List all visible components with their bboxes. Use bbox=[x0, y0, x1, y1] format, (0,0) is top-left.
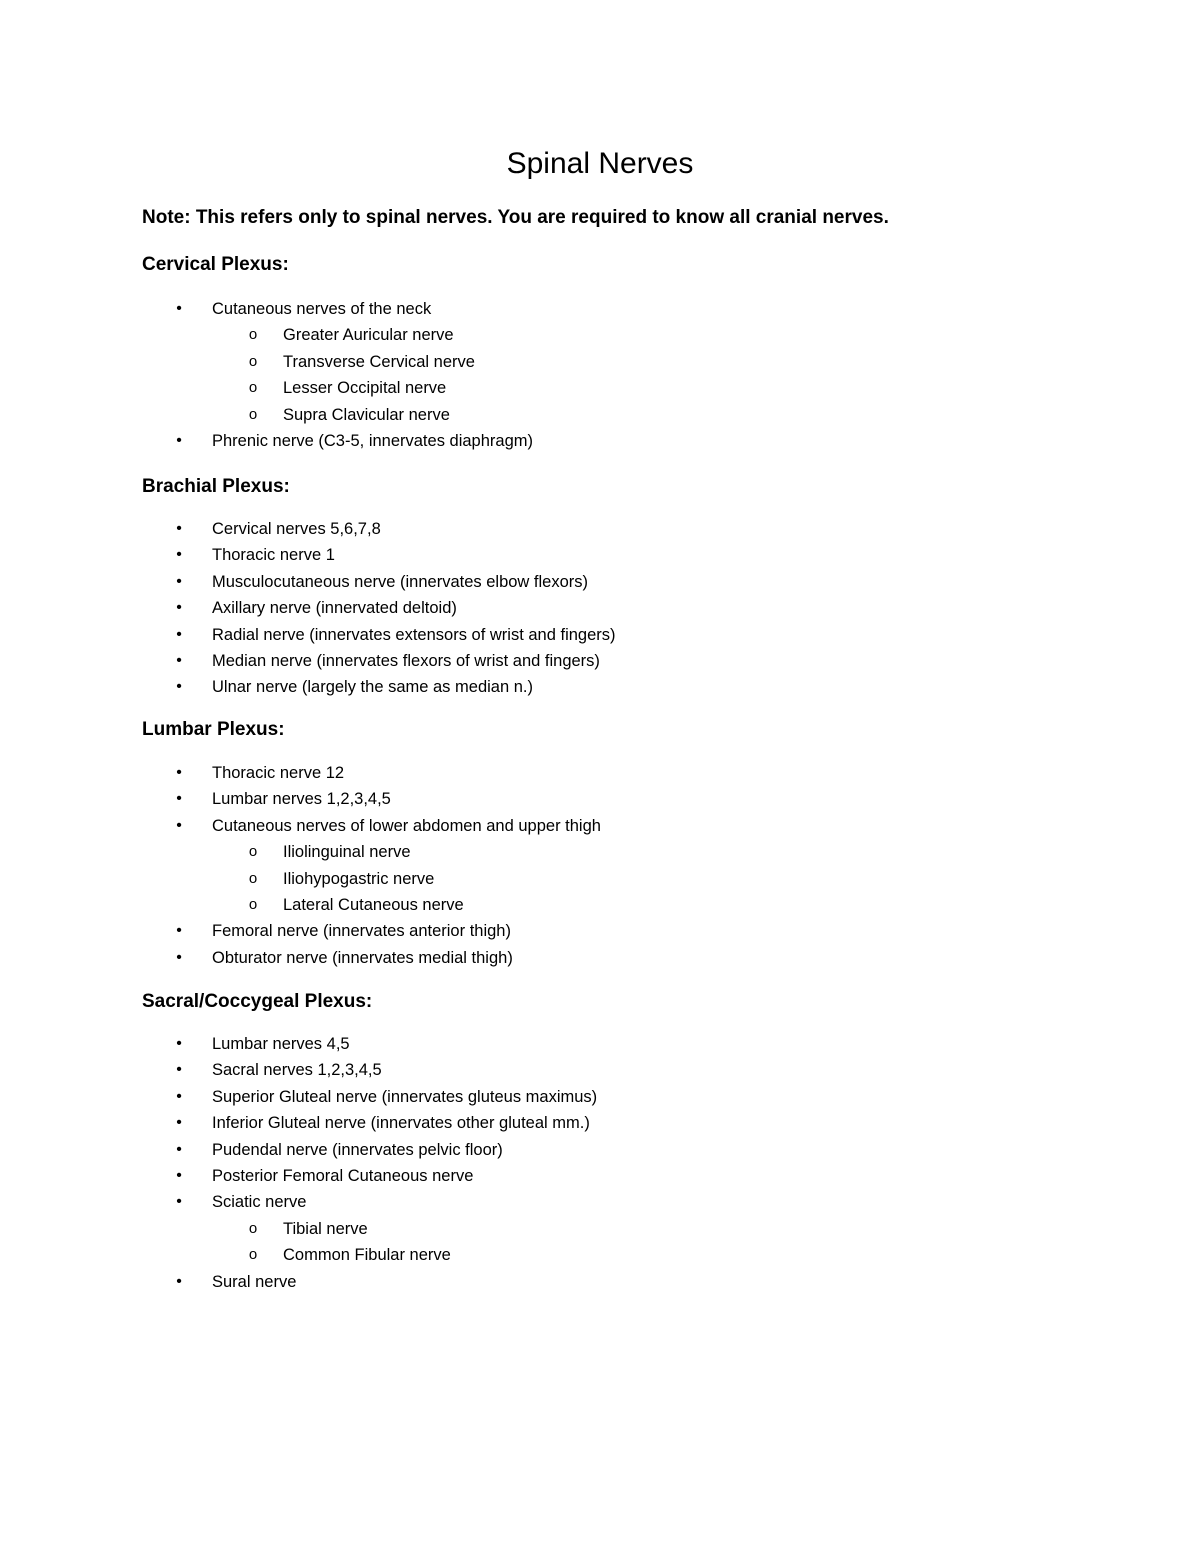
list-item-text: Sural nerve bbox=[212, 1272, 297, 1291]
bullet-icon: • bbox=[176, 625, 182, 643]
list-item-text: Greater Auricular nerve bbox=[283, 326, 454, 345]
list-item-text: Pudendal nerve (innervates pelvic floor) bbox=[212, 1140, 503, 1159]
section-heading: Sacral/Coccygeal Plexus: bbox=[142, 991, 373, 1012]
list-item-text: Thoracic nerve 12 bbox=[212, 764, 345, 782]
list-item-text: Inferior Gluteal nerve (innervates other gluteal mm.) bbox=[212, 1114, 590, 1133]
list-item-text: Axillary nerve (innervated deltoid) bbox=[212, 599, 457, 618]
circle-bullet-icon: o bbox=[248, 843, 258, 861]
bullet-icon: • bbox=[176, 1272, 182, 1290]
list-item-text: Tibial nerve bbox=[283, 1219, 368, 1238]
list-item-text: Posterior Femoral Cutaneous nerve bbox=[212, 1166, 474, 1185]
list-item-text: Cervical nerves 5,6,7,8 bbox=[212, 520, 381, 538]
list-item-text: Cutaneous nerves of the neck bbox=[212, 300, 432, 318]
bullet-icon: • bbox=[176, 1166, 182, 1184]
bullet-icon: • bbox=[176, 790, 182, 808]
section-heading: Brachial Plexus: bbox=[142, 476, 290, 497]
bullet-icon: • bbox=[176, 678, 182, 696]
list-item-text: Radial nerve (innervates extensors of wrist and fingers) bbox=[212, 625, 616, 644]
bullet-icon: • bbox=[176, 520, 182, 537]
list-item-text: Common Fibular nerve bbox=[283, 1246, 451, 1265]
list-item-text: Superior Gluteal nerve (innervates gluteus maximus) bbox=[212, 1087, 598, 1106]
bullet-icon: • bbox=[176, 300, 182, 317]
list-item-text: Lateral Cutaneous nerve bbox=[283, 895, 464, 914]
circle-bullet-icon: o bbox=[248, 352, 258, 370]
list-item-text: Musculocutaneous nerve (innervates elbow flexors) bbox=[212, 572, 589, 591]
bullet-icon: • bbox=[176, 572, 182, 590]
section-heading: Cervical Plexus: bbox=[142, 254, 289, 275]
bullet-icon: • bbox=[176, 922, 182, 940]
document-note: Note: This refers only to spinal nerves. You are required to know all cranial nerves. bbox=[142, 207, 889, 228]
list-item-text: Femoral nerve (innervates anterior thigh) bbox=[212, 922, 511, 941]
list-item-text: Median nerve (innervates flexors of wrist and fingers) bbox=[212, 651, 600, 670]
circle-bullet-icon: o bbox=[248, 405, 258, 423]
bullet-icon: • bbox=[176, 1193, 182, 1211]
list-item-text: Iliolinguinal nerve bbox=[283, 843, 411, 862]
list-item-text: Sacral nerves 1,2,3,4,5 bbox=[212, 1061, 382, 1080]
bullet-icon: • bbox=[176, 816, 182, 834]
list-item-text: Transverse Cervical nerve bbox=[283, 352, 475, 371]
list-item-text: Thoracic nerve 1 bbox=[212, 546, 335, 565]
list-item-text: Ulnar nerve (largely the same as median n.) bbox=[212, 678, 533, 697]
bullet-icon: • bbox=[176, 1114, 182, 1132]
circle-bullet-icon: o bbox=[248, 895, 258, 913]
list-item-text: Lesser Occipital nerve bbox=[283, 379, 447, 398]
list-item-text: Supra Clavicular nerve bbox=[283, 405, 450, 424]
circle-bullet-icon: o bbox=[248, 1246, 258, 1264]
list-item-text: Obturator nerve (innervates medial thigh) bbox=[212, 948, 513, 967]
section-heading: Lumbar Plexus: bbox=[142, 719, 285, 740]
circle-bullet-icon: o bbox=[248, 1219, 258, 1237]
bullet-icon: • bbox=[176, 764, 182, 781]
bullet-icon: • bbox=[176, 431, 182, 449]
list-item-text: Iliohypogastric nerve bbox=[283, 869, 435, 888]
list-item-text: Sciatic nerve bbox=[212, 1193, 307, 1212]
list-item-text: Lumbar nerves 4,5 bbox=[212, 1035, 350, 1053]
bullet-icon: • bbox=[176, 1140, 182, 1158]
document-title: Spinal Nerves bbox=[506, 147, 694, 180]
list-item-text: Lumbar nerves 1,2,3,4,5 bbox=[212, 790, 391, 809]
bullet-icon: • bbox=[176, 1035, 182, 1052]
circle-bullet-icon: o bbox=[248, 326, 258, 344]
bullet-icon: • bbox=[176, 599, 182, 617]
circle-bullet-icon: o bbox=[248, 869, 258, 887]
bullet-icon: • bbox=[176, 948, 182, 966]
bullet-icon: • bbox=[176, 1061, 182, 1079]
circle-bullet-icon: o bbox=[248, 379, 258, 397]
bullet-icon: • bbox=[176, 1087, 182, 1105]
bullet-icon: • bbox=[176, 546, 182, 564]
list-item-text: Phrenic nerve (C3-5, innervates diaphragm) bbox=[212, 431, 533, 450]
list-item-text: Cutaneous nerves of lower abdomen and upper thigh bbox=[212, 816, 601, 835]
bullet-icon: • bbox=[176, 651, 182, 669]
